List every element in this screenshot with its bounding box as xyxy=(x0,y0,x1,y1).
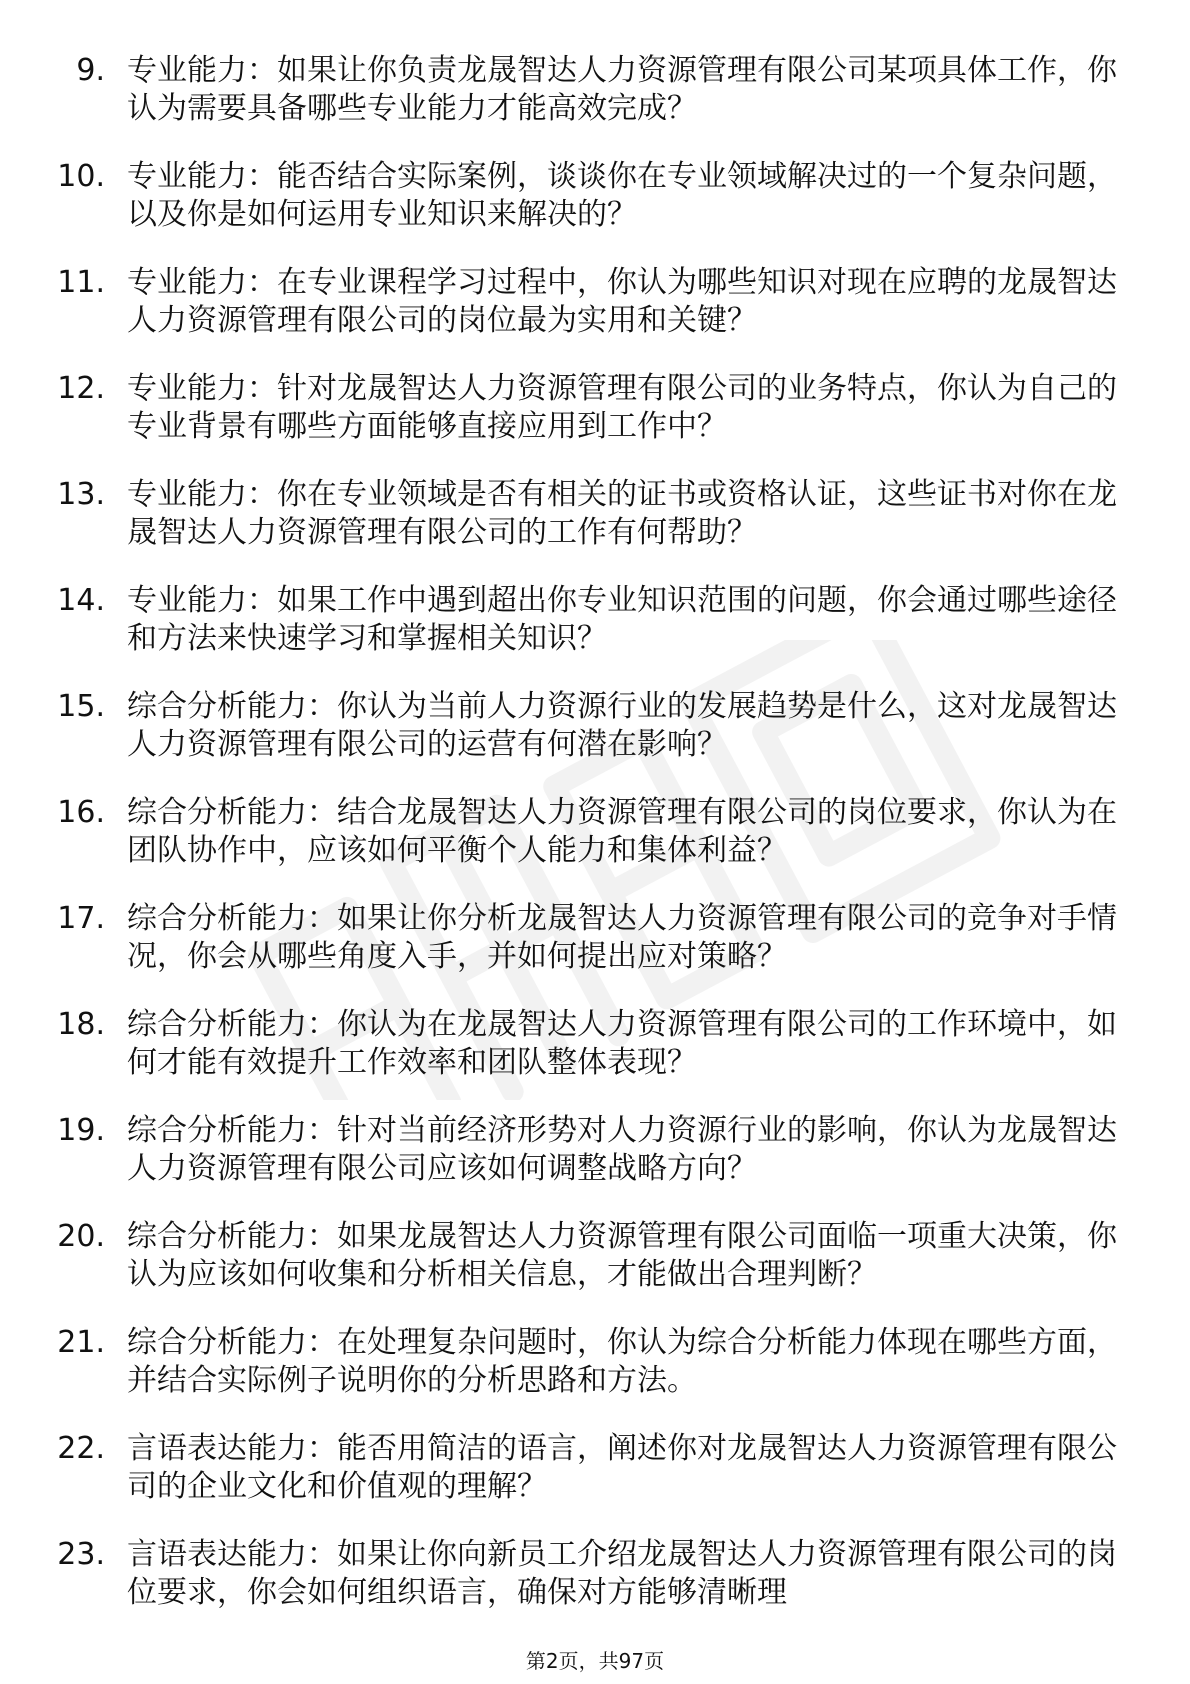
list-item xyxy=(0,370,1190,446)
question-text: 综合分析能力：针对当前经济形势对人力资源行业的影响，你认为龙晟智达人力资源管理有限公司应该如何调整战略方向？ xyxy=(127,1113,1117,1186)
question-text: 专业能力：能否结合实际案例，谈谈你在专业领域解决过的一个复杂问题，以及你是如何运用专业知识来解决的？ xyxy=(127,159,1117,232)
question-text: 综合分析能力：如果让你分析龙晟智达人力资源管理有限公司的竞争对手情况，你会从哪些角度入手，并如何提出应对策略？ xyxy=(127,901,1117,974)
list-item xyxy=(0,52,1190,128)
question-text: 专业能力：如果让你负责龙晟智达人力资源管理有限公司某项具体工作，你认为需要具备哪些专业能力才能高效完成？ xyxy=(127,53,1117,126)
question-text: 综合分析能力：结合龙晟智达人力资源管理有限公司的岗位要求，你认为在团队协作中，应该如何平衡个人能力和集体利益？ xyxy=(127,795,1117,868)
question-text: 专业能力：针对龙晟智达人力资源管理有限公司的业务特点，你认为自己的专业背景有哪些方面能够直接应用到工作中？ xyxy=(127,371,1117,444)
question-number: 21. xyxy=(57,1325,105,1360)
question-number: 16. xyxy=(57,795,105,830)
list-item xyxy=(0,1112,1190,1188)
list-item xyxy=(0,582,1190,658)
question-number: 20. xyxy=(57,1219,105,1254)
question-number: 17. xyxy=(57,901,105,936)
question-number: 22. xyxy=(57,1431,105,1466)
list-item xyxy=(0,1430,1190,1506)
list-item xyxy=(0,264,1190,340)
question-text: 综合分析能力：你认为在龙晟智达人力资源管理有限公司的工作环境中，如何才能有效提升工作效率和团队整体表现？ xyxy=(127,1007,1117,1080)
question-number: 19. xyxy=(57,1113,105,1148)
question-text: 综合分析能力：在处理复杂问题时，你认为综合分析能力体现在哪些方面，并结合实际例子说明你的分析思路和方法。 xyxy=(127,1325,1117,1398)
question-number: 11. xyxy=(57,265,105,300)
question-text: 综合分析能力：如果龙晟智达人力资源管理有限公司面临一项重大决策，你认为应该如何收集和分析相关信息，才能做出合理判断？ xyxy=(127,1219,1117,1292)
question-list xyxy=(0,52,1190,1642)
question-text: 言语表达能力：能否用简洁的语言，阐述你对龙晟智达人力资源管理有限公司的企业文化和价值观的理解？ xyxy=(127,1431,1117,1504)
question-number: 14. xyxy=(57,583,105,618)
list-item xyxy=(0,794,1190,870)
list-item xyxy=(0,688,1190,764)
question-number: 10. xyxy=(57,159,105,194)
question-text: 言语表达能力：如果让你向新员工介绍龙晟智达人力资源管理有限公司的岗位要求，你会如何组织语言，确保对方能够清晰理 xyxy=(127,1537,1117,1610)
question-text: 专业能力：你在专业领域是否有相关的证书或资格认证，这些证书对你在龙晟智达人力资源管理有限公司的工作有何帮助？ xyxy=(127,477,1117,550)
list-item xyxy=(0,1218,1190,1294)
question-text: 专业能力：如果工作中遇到超出你专业知识范围的问题，你会通过哪些途径和方法来快速学习和掌握相关知识？ xyxy=(127,583,1117,656)
page-footer: 第2页，共97页 xyxy=(525,1649,665,1673)
question-number: 18. xyxy=(57,1007,105,1042)
question-number: 13. xyxy=(57,477,105,512)
question-text: 综合分析能力：你认为当前人力资源行业的发展趋势是什么，这对龙晟智达人力资源管理有限公司的运营有何潜在影响？ xyxy=(127,689,1117,762)
list-item xyxy=(0,476,1190,552)
list-item xyxy=(0,158,1190,234)
question-text: 专业能力：在专业课程学习过程中，你认为哪些知识对现在应聘的龙晟智达人力资源管理有限公司的岗位最为实用和关键？ xyxy=(127,265,1117,338)
list-item xyxy=(0,1006,1190,1082)
list-item xyxy=(0,900,1190,976)
question-number: 12. xyxy=(57,371,105,406)
list-item xyxy=(0,1324,1190,1400)
question-number: 9. xyxy=(76,53,105,88)
list-item xyxy=(0,1536,1190,1612)
question-number: 23. xyxy=(57,1537,105,1572)
question-number: 15. xyxy=(57,689,105,724)
